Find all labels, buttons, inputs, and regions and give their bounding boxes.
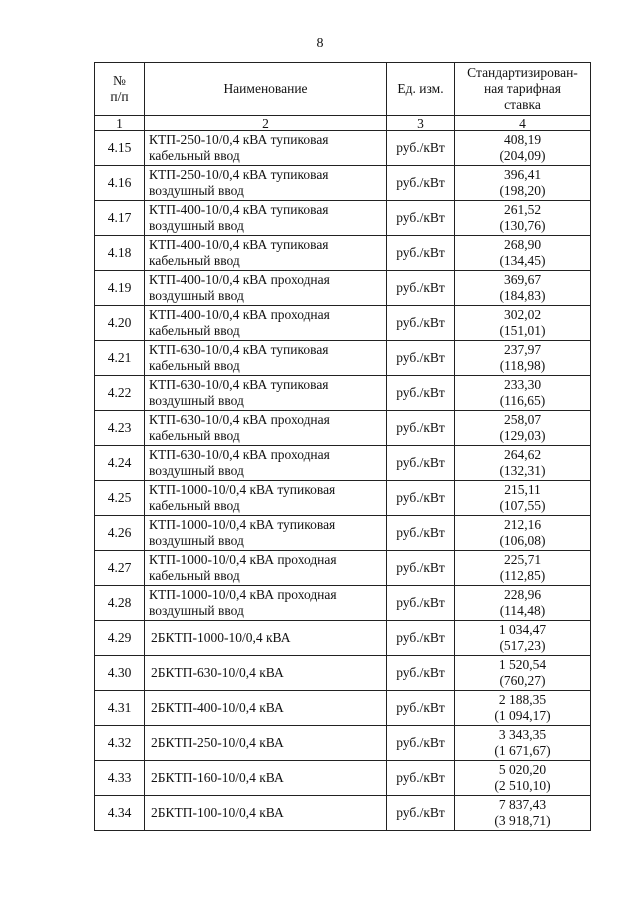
rate-value-half: (184,83): [499, 288, 546, 303]
rate-value-half: (129,03): [499, 428, 546, 443]
column-index: 4: [455, 116, 591, 131]
column-index: 3: [387, 116, 455, 131]
rate-value: 5 020,20: [498, 762, 547, 777]
table-row: [95, 586, 591, 621]
table-row: [95, 271, 591, 306]
rate-value: 1 520,54: [498, 657, 547, 672]
row-unit: руб./кВт: [387, 621, 455, 656]
row-unit: руб./кВт: [387, 411, 455, 446]
row-number: 4.17: [95, 201, 145, 236]
rate-value-half: (198,20): [499, 183, 546, 198]
row-unit: руб./кВт: [387, 586, 455, 621]
rate-value: 261,52: [503, 202, 542, 217]
rate-value: 212,16: [503, 517, 542, 532]
row-name: КТП-1000-10/0,4 кВА тупиковая кабельный ввод: [145, 481, 387, 516]
row-rate: [455, 446, 591, 481]
row-name: КТП-400-10/0,4 кВА проходная воздушный ввод: [145, 271, 387, 306]
rate-value: 233,30: [503, 377, 542, 392]
row-rate: [455, 551, 591, 586]
row-rate: [455, 131, 591, 166]
row-unit: руб./кВт: [387, 551, 455, 586]
row-name: 2БКТП-400-10/0,4 кВА: [145, 691, 387, 726]
rate-value-half: (1 671,67): [494, 743, 551, 758]
row-name: 2БКТП-160-10/0,4 кВА: [145, 761, 387, 796]
row-name: КТП-630-10/0,4 кВА тупиковая воздушный ввод: [145, 376, 387, 411]
row-rate: [455, 586, 591, 621]
row-number: 4.27: [95, 551, 145, 586]
table-row: [95, 306, 591, 341]
row-rate: [455, 691, 591, 726]
row-rate: [455, 726, 591, 761]
rate-value: 408,19: [503, 132, 542, 147]
rate-value-half: (204,09): [499, 148, 546, 163]
page-number: 8: [316, 36, 324, 51]
row-name: КТП-630-10/0,4 кВА проходная кабельный ввод: [145, 411, 387, 446]
table-row: [95, 376, 591, 411]
row-number: 4.26: [95, 516, 145, 551]
rate-value-half: (106,08): [499, 533, 546, 548]
row-number: 4.34: [95, 796, 145, 831]
row-unit: руб./кВт: [387, 726, 455, 761]
row-rate: [455, 201, 591, 236]
row-name: 2БКТП-250-10/0,4 кВА: [145, 726, 387, 761]
row-number: 4.32: [95, 726, 145, 761]
rate-value: 264,62: [503, 447, 542, 462]
row-rate: [455, 481, 591, 516]
row-unit: руб./кВт: [387, 656, 455, 691]
row-rate: [455, 166, 591, 201]
row-rate: [455, 411, 591, 446]
rate-value: 369,67: [503, 272, 542, 287]
table-row: [95, 481, 591, 516]
row-number: 4.31: [95, 691, 145, 726]
row-unit: руб./кВт: [387, 131, 455, 166]
row-unit: руб./кВт: [387, 516, 455, 551]
row-number: 4.28: [95, 586, 145, 621]
header-name: Наименование: [145, 63, 387, 116]
row-unit: руб./кВт: [387, 446, 455, 481]
header-rate: Стандартизирован- ная тарифная ставка: [455, 63, 591, 116]
table-row: [95, 236, 591, 271]
row-number: 4.15: [95, 131, 145, 166]
rate-value: 268,90: [503, 237, 542, 252]
rate-value: 1 034,47: [498, 622, 547, 637]
row-number: 4.18: [95, 236, 145, 271]
table-row: [95, 446, 591, 481]
rate-value-half: (2 510,10): [494, 778, 551, 793]
rate-value-half: (130,76): [499, 218, 546, 233]
row-name: КТП-1000-10/0,4 кВА проходная воздушный ввод: [145, 586, 387, 621]
rate-value: 3 343,35: [498, 727, 547, 742]
row-name: КТП-400-10/0,4 кВА тупиковая кабельный ввод: [145, 236, 387, 271]
rate-value-half: (132,31): [499, 463, 546, 478]
row-name: 2БКТП-630-10/0,4 кВА: [145, 656, 387, 691]
rate-value: 237,97: [503, 342, 542, 357]
row-unit: руб./кВт: [387, 796, 455, 831]
table-row: [95, 691, 591, 726]
rate-value-half: (134,45): [499, 253, 546, 268]
row-number: 4.29: [95, 621, 145, 656]
rate-value-half: (112,85): [499, 568, 546, 583]
rate-value-half: (116,65): [499, 393, 546, 408]
column-index-row: [95, 116, 591, 131]
row-number: 4.30: [95, 656, 145, 691]
rate-value: 396,41: [503, 167, 542, 182]
row-rate: [455, 796, 591, 831]
table-row: [95, 166, 591, 201]
rate-value-half: (107,55): [499, 498, 546, 513]
rate-value: 2 188,35: [498, 692, 547, 707]
row-name: КТП-250-10/0,4 кВА тупиковая воздушный ввод: [145, 166, 387, 201]
row-unit: руб./кВт: [387, 691, 455, 726]
row-name: КТП-400-10/0,4 кВА тупиковая воздушный ввод: [145, 201, 387, 236]
table-row: [95, 131, 591, 166]
table-row: [95, 411, 591, 446]
rate-value: 228,96: [503, 587, 542, 602]
row-rate: [455, 621, 591, 656]
rate-value-half: (1 094,17): [494, 708, 551, 723]
table-row: [95, 621, 591, 656]
row-number: 4.22: [95, 376, 145, 411]
table-row: [95, 201, 591, 236]
row-unit: руб./кВт: [387, 376, 455, 411]
row-name: КТП-400-10/0,4 кВА проходная кабельный ввод: [145, 306, 387, 341]
row-unit: руб./кВт: [387, 236, 455, 271]
row-unit: руб./кВт: [387, 201, 455, 236]
rate-value: 7 837,43: [498, 797, 547, 812]
row-name: КТП-630-10/0,4 кВА тупиковая кабельный ввод: [145, 341, 387, 376]
row-number: 4.21: [95, 341, 145, 376]
row-number: 4.33: [95, 761, 145, 796]
rate-value: 258,07: [503, 412, 542, 427]
row-number: 4.25: [95, 481, 145, 516]
rate-value: 215,11: [504, 482, 541, 497]
row-number: 4.23: [95, 411, 145, 446]
row-unit: руб./кВт: [387, 341, 455, 376]
row-name: 2БКТП-100-10/0,4 кВА: [145, 796, 387, 831]
rate-value-half: (517,23): [499, 638, 546, 653]
table-row: [95, 551, 591, 586]
table-row: [95, 516, 591, 551]
rate-value: 225,71: [503, 552, 542, 567]
row-name: 2БКТП-1000-10/0,4 кВА: [145, 621, 387, 656]
row-name: КТП-1000-10/0,4 кВА проходная кабельный ввод: [145, 551, 387, 586]
table-row: [95, 761, 591, 796]
row-rate: [455, 236, 591, 271]
rate-value: 302,02: [503, 307, 542, 322]
table-row: [95, 656, 591, 691]
row-number: 4.16: [95, 166, 145, 201]
row-unit: руб./кВт: [387, 481, 455, 516]
row-number: 4.24: [95, 446, 145, 481]
row-number: 4.20: [95, 306, 145, 341]
table-row: [95, 341, 591, 376]
row-unit: руб./кВт: [387, 306, 455, 341]
tariff-table: [94, 62, 591, 831]
row-unit: руб./кВт: [387, 166, 455, 201]
row-rate: [455, 516, 591, 551]
table-row: [95, 796, 591, 831]
row-rate: [455, 271, 591, 306]
row-rate: [455, 656, 591, 691]
column-index: 2: [145, 116, 387, 131]
row-unit: руб./кВт: [387, 271, 455, 306]
row-name: КТП-1000-10/0,4 кВА тупиковая воздушный ввод: [145, 516, 387, 551]
rate-value-half: (114,48): [499, 603, 546, 618]
table-row: [95, 726, 591, 761]
rate-value-half: (118,98): [499, 358, 546, 373]
rate-value-half: (151,01): [499, 323, 546, 338]
row-rate: [455, 376, 591, 411]
header-unit: Ед. изм.: [387, 63, 455, 116]
row-number: 4.19: [95, 271, 145, 306]
table-body: [95, 131, 591, 831]
row-rate: [455, 306, 591, 341]
column-index: 1: [95, 116, 145, 131]
row-unit: руб./кВт: [387, 761, 455, 796]
rate-value-half: (760,27): [499, 673, 546, 688]
table-header-row: [95, 63, 591, 116]
header-num: № п/п: [95, 63, 145, 116]
rate-value-half: (3 918,71): [494, 813, 551, 828]
row-rate: [455, 761, 591, 796]
row-name: КТП-250-10/0,4 кВА тупиковая кабельный ввод: [145, 131, 387, 166]
row-rate: [455, 341, 591, 376]
row-name: КТП-630-10/0,4 кВА проходная воздушный ввод: [145, 446, 387, 481]
